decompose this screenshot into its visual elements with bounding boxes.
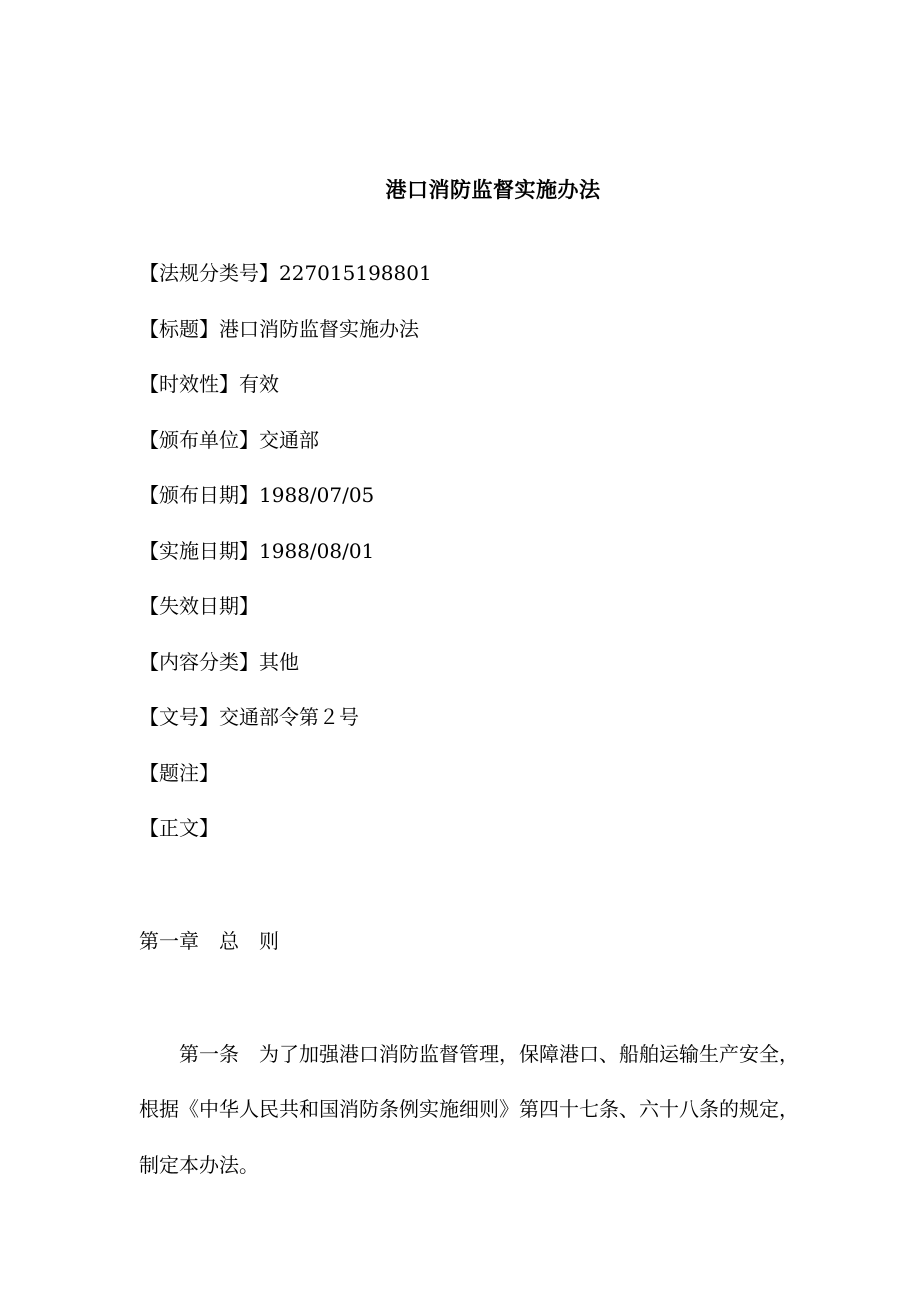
document-title: 港口消防监督实施办法 [385,177,601,202]
meta-issuing-body [139,425,319,455]
meta-key: 【失效日期】 [139,594,259,618]
meta-issue-date [139,480,374,510]
meta-key: 【题注】 [139,761,219,785]
meta-title [139,314,419,344]
chapter-heading: 第一章 总 则 [139,929,279,953]
meta-key: 【颁布单位】 [139,428,259,452]
meta-value: 交通部 [259,428,319,452]
meta-body-text [139,813,219,843]
meta-document-number [139,702,359,732]
meta-content-category [139,647,299,677]
meta-key: 【文号】 [139,705,219,729]
meta-notes [139,758,219,788]
meta-value: 1988/08/01 [259,539,375,563]
meta-key: 【法规分类号】 [139,261,279,285]
meta-value: 1988/07/05 [259,483,375,507]
meta-value: 港口消防监督实施办法 [219,317,419,341]
meta-value: 交通部令第２号 [219,705,359,729]
article-line: 根据《中华人民共和国消防条例实施细则》第四十七条、六十八条的规定， [139,1097,799,1121]
meta-value: 其他 [259,650,299,674]
meta-key: 【颁布日期】 [139,483,259,507]
meta-key: 【实施日期】 [139,539,259,563]
article-line: 第一条 为了加强港口消防监督管理，保障港口、船舶运输生产安全， [139,1042,799,1066]
meta-classification-number [139,258,432,288]
article-line: 制定本办法。 [139,1153,259,1177]
meta-value: 227015198801 [279,261,432,285]
meta-key: 【正文】 [139,816,219,840]
meta-value: 有效 [239,372,279,396]
meta-key: 【内容分类】 [139,650,259,674]
meta-key: 【时效性】 [139,372,239,396]
meta-expiry-date [139,591,259,621]
meta-key: 【标题】 [139,317,219,341]
meta-effective-date [139,536,374,566]
meta-validity [139,369,279,399]
